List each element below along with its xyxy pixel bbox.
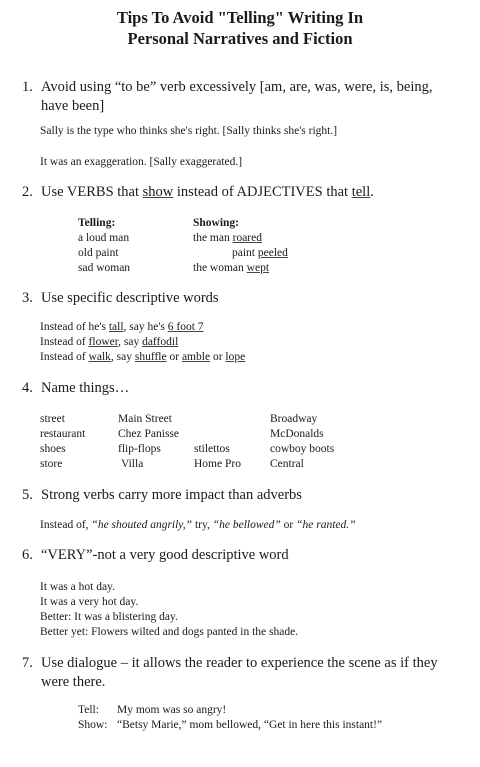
- showing-header: Showing:: [193, 217, 240, 229]
- telling-item: old paint: [78, 247, 119, 259]
- name-cell: cowboy boots: [270, 443, 335, 455]
- tip-1-example-1: Sally is the type who thinks she's right. [Sally thinks she's right.]: [40, 125, 338, 137]
- tip-number: 1.: [22, 79, 33, 95]
- name-cell: stilettos: [194, 443, 230, 455]
- showing-item: the man roared: [193, 232, 262, 244]
- page-title: [0, 7, 480, 49]
- name-cell: flip-flops: [118, 443, 161, 455]
- tip-6-line: Better yet: Flowers wilted and dogs panted in the shade.: [40, 626, 299, 638]
- tip-5-heading: [22, 486, 302, 505]
- showing-item: the woman wept: [193, 262, 270, 274]
- tip-6-line: It was a hot day.: [40, 581, 115, 593]
- tip-2-period: .: [370, 184, 374, 200]
- tip-2-heading: [22, 183, 374, 202]
- tip-6-line: Better: It was a blistering day.: [40, 611, 178, 623]
- tip-5-text: Strong verbs carry more impact than adverbs: [41, 487, 302, 503]
- name-cell: Chez Panisse: [118, 428, 180, 440]
- title-line-2: Personal Narratives and Fiction: [127, 29, 353, 48]
- tip-7-line-1: Use dialogue – it allows the reader to experience the scene as if they: [41, 655, 438, 671]
- tip-2-tell-word: tell: [351, 184, 371, 200]
- tell-text: My mom was so angry!: [117, 704, 227, 716]
- tip-6-line: It was a very hot day.: [40, 596, 139, 608]
- name-cell: Central: [270, 458, 304, 470]
- tip-1-line-2: have been]: [41, 98, 105, 114]
- tip-2-text-mid: instead of ADJECTIVES that: [173, 184, 352, 200]
- tip-6-text: “VERY”-not a very good descriptive word: [41, 547, 289, 563]
- tip-1-heading: [22, 78, 433, 116]
- tip-3-heading: [22, 289, 219, 308]
- tip-number: 5.: [22, 487, 33, 503]
- name-cell: restaurant: [40, 428, 86, 440]
- name-cell: street: [40, 413, 65, 425]
- tip-number: 7.: [22, 655, 33, 671]
- tip-6-heading: [22, 546, 289, 565]
- show-label: Show:: [78, 719, 108, 731]
- name-cell: store: [40, 458, 63, 470]
- tip-4-text: Name things…: [41, 380, 130, 396]
- telling-item: a loud man: [78, 232, 130, 244]
- tip-number: 2.: [22, 184, 33, 200]
- tip-4-heading: [22, 379, 129, 398]
- tip-5-example: Instead of, “he shouted angrily,” try, “he bellowed” or “he ranted.”: [40, 519, 356, 531]
- showing-item: paint peeled: [232, 247, 288, 259]
- tip-2-text: Use VERBS that: [41, 184, 143, 200]
- name-cell: Broadway: [270, 413, 318, 425]
- tip-number: 3.: [22, 290, 33, 306]
- tip-2-show-word: show: [142, 184, 174, 200]
- telling-header: Telling:: [78, 217, 116, 229]
- name-cell: McDonalds: [270, 428, 324, 440]
- tip-1-line-1: Avoid using “to be” verb excessively [am, are, was, were, is, being,: [41, 79, 433, 95]
- name-cell: Villa: [121, 458, 144, 470]
- tell-label: Tell:: [78, 704, 99, 716]
- tip-7-heading: [22, 654, 438, 692]
- name-cell: Home Pro: [194, 458, 241, 470]
- tip-3-line-1: Instead of he's tall, say he's 6 foot 7: [40, 321, 204, 333]
- tip-3-text: Use specific descriptive words: [41, 290, 219, 306]
- show-text: “Betsy Marie,” mom bellowed, “Get in here this instant!”: [117, 719, 383, 731]
- name-cell: Main Street: [118, 413, 172, 425]
- tip-1-example-2: It was an exaggeration. [Sally exaggerated.]: [40, 156, 243, 168]
- tip-number: 6.: [22, 547, 33, 563]
- tip-3-line-2: Instead of flower, say daffodil: [40, 336, 179, 348]
- title-line-1: Tips To Avoid "Telling" Writing In: [116, 8, 364, 27]
- name-cell: shoes: [40, 443, 66, 455]
- tip-7-line-2: were there.: [41, 674, 106, 690]
- tip-number: 4.: [22, 380, 33, 396]
- telling-item: sad woman: [78, 262, 131, 274]
- tip-3-line-3: Instead of walk, say shuffle or amble or lope: [40, 351, 246, 363]
